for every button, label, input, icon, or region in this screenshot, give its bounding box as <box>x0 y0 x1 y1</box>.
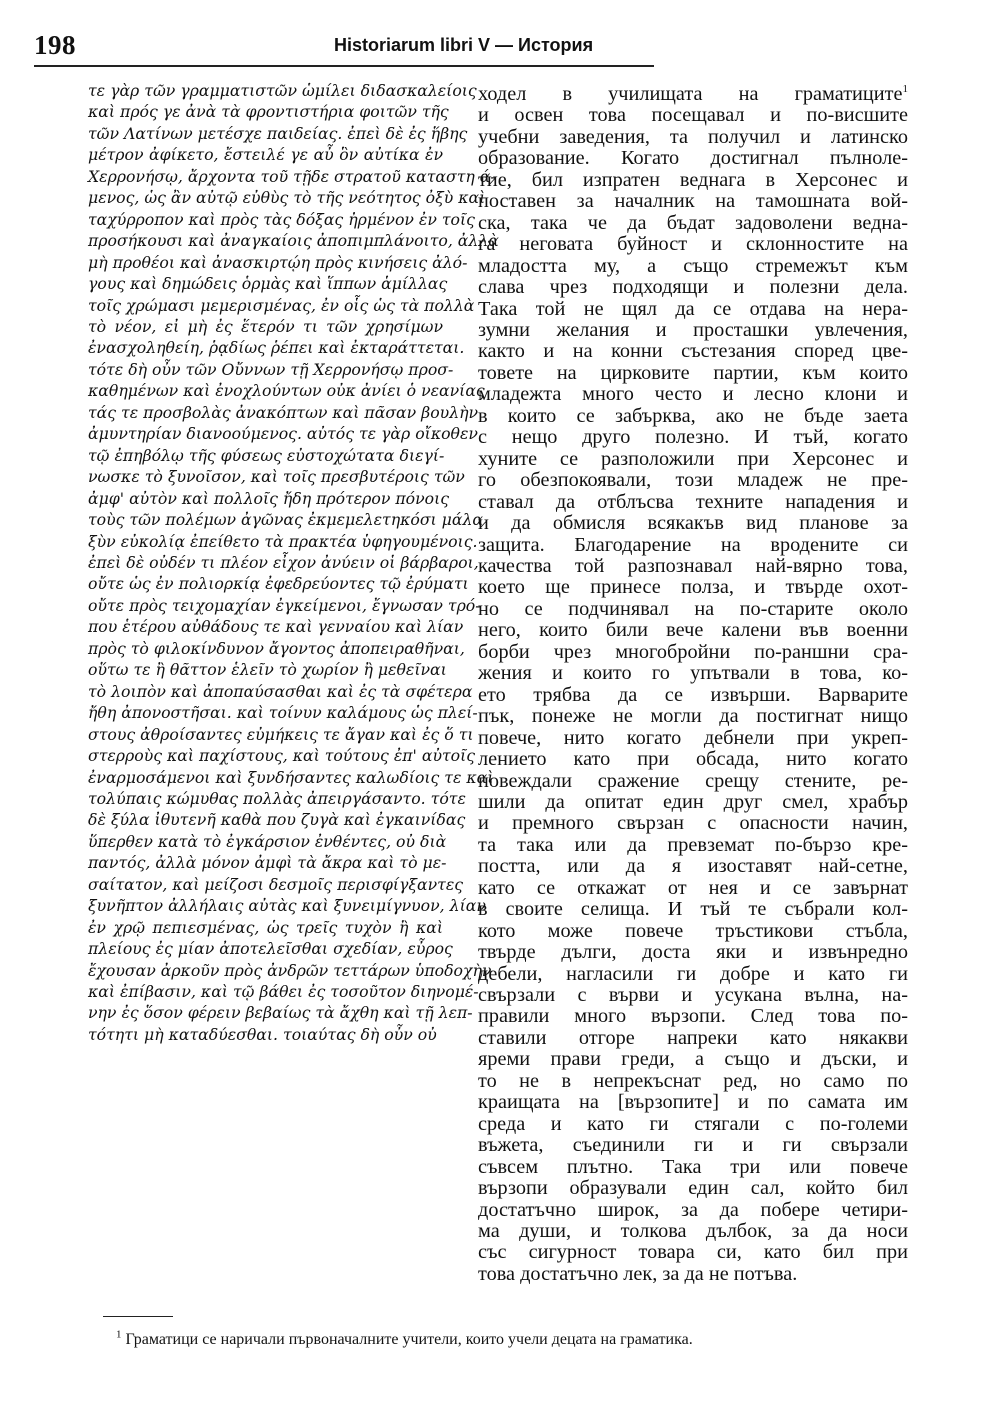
greek-text-line: Χερρονήσῳ, ἄρχοντα τοῦ τῇδε στρατοῦ καταστη ά- <box>88 166 496 186</box>
greek-text-line: νωσκε τὸ ξυνοῖσον, καὶ τοῖς πρεσβυτέροις τῶν <box>88 467 465 487</box>
bulgarian-text-line: както и на конни състезания според цве- <box>478 340 908 363</box>
greek-text-line: καὶ ἐπίβασιν, καὶ τῷ βάθει ἐς τοσοῦτον διηνομέ- <box>88 982 479 1002</box>
bulgarian-text-line: ставили отгоре напреки като някакви <box>478 1026 908 1049</box>
bulgarian-text-line: и премного свързан с опасности начин, <box>478 812 908 835</box>
bulgarian-text-line: но се подчинявал на по-старите около <box>478 597 908 620</box>
bulgarian-text-column <box>478 84 908 1285</box>
greek-text-line: πλείους ἐς μίαν ἀποτελεῖσθαι σχεδίαν, εὖρος <box>88 939 453 959</box>
greek-text-line: τάς τε προσβολὰς ἀνακόπτων καὶ πᾶσαν βουλὴν <box>88 402 479 422</box>
bulgarian-text-line: тие, бил изпратен веднага в Херсонес и <box>478 168 908 191</box>
greek-text-line: καὶ πρός γε ἀνὰ τὰ φροντιστήρια φοιτῶν τῆς <box>88 102 449 122</box>
greek-text-line: ἐν χρῷ πεπιεσμένας, ὡς τρεῖς τυχὸν ἢ καὶ <box>88 917 443 937</box>
greek-text-line: μὴ προθέοι καὶ ἀνασκιρτῴη πρὸς κινήσεις ἀλό- <box>88 252 468 272</box>
greek-text-line: οὕτω τε ἢ θᾶττον ἑλεῖν τὸ χωρίον ἢ μεθεῖναι <box>88 660 447 680</box>
bulgarian-text-line: пък, понеже не могли да постигнат нищо <box>478 705 908 728</box>
greek-text-line: μενος, ὡς ἂν αὐτῷ εὐθὺς τὸ τῆς νεότητος ὀξὺ καὶ <box>88 188 486 208</box>
greek-text-line: ταχύρροπον καὶ πρὸς τὰς δόξας ἠρμένον ἐν τοῖς <box>88 209 475 229</box>
bulgarian-text-line: краищата на [вързопите] и по самата им <box>478 1091 908 1114</box>
greek-text-line: ἐνασχοληθείη, ῥᾳδίως ῥέπει καὶ ἐκταράττεται. <box>88 338 465 358</box>
greek-text-line: που ἑτέρου αὐθάδους τε καὶ γενναίου καὶ λίαν <box>88 617 464 637</box>
bulgarian-text-line: в които се забърква, ако не бъде заета <box>478 404 908 427</box>
page-header <box>34 28 924 64</box>
greek-text-line: τότε δὴ οὖν τῶν Οὔννων τῇ Χερρονήσῳ προσ- <box>88 359 454 379</box>
bulgarian-text-line: шили да опитат един друг смел, храбър <box>478 790 908 813</box>
bulgarian-text-line: качества той разпознавал най-вярно това, <box>478 554 908 577</box>
greek-text-line: τότητι μὴ καταδύεσθαι. τοιαύτας δὴ οὖν οὐ <box>88 1024 437 1044</box>
bulgarian-text-line: това достатъчно лек, за да не потъва. <box>478 1262 798 1285</box>
greek-text-line: οὔτε ὡς ἐν πολιορκίᾳ ἐφεδρεύοντες τῷ ἐρύματι <box>88 574 469 594</box>
bulgarian-text-line: което ще принесе полза, и твърде охот- <box>478 576 908 599</box>
bulgarian-text-line: яреми прави греди, а също и дъски, и <box>478 1048 908 1071</box>
bulgarian-text-line: товете на цирковите партии, към които <box>478 361 908 384</box>
bulgarian-text-line: га неговата буйност и склонностите на <box>478 233 908 256</box>
bulgarian-text-line: достатъчно широк, за да побере четири- <box>478 1198 908 1221</box>
greek-text-line: τολύπαις κώμυθας πολλὰς ἀπειργάσαντο. τότε <box>88 788 466 808</box>
footnote-rule <box>103 1316 173 1317</box>
greek-text-line: τῶν Λατίνων μετέσχε παιδείας. ἐπεὶ δὲ ἐς ἥβης <box>88 123 468 143</box>
greek-text-line: τοὺς τῶν πολέμων ἀγῶνας ἐκμεμελετηκόσι μάλα <box>88 510 483 530</box>
greek-text-line: δὲ ξύλα ἰθυτενῆ καθὰ που ζυγὰ καὶ ἐγκαινίδας <box>88 810 466 830</box>
bulgarian-text-line: среда и като ги стягали с по-големи <box>478 1112 908 1135</box>
greek-text-line: ἐπεὶ δὲ οὐδέν τι πλέον εἶχον ἀνύειν οἱ βάρβαροι, <box>88 552 479 572</box>
greek-text-line: ἐναρμοσάμενοι καὶ ξυνδήσαντες καλωδίοις τε καὶ <box>88 767 494 787</box>
bulgarian-text-line: лението като при обсада, нито когато <box>478 748 908 771</box>
bulgarian-text-line: поставен за началник на тамошната вой- <box>478 190 908 213</box>
bulgarian-text-line: твърде дълги, доста яки и извънредно <box>478 941 908 964</box>
greek-text-line: ἀμυντηρίαν διανοούμενος. αὐτός τε γὰρ οἴκοθεν <box>88 424 478 444</box>
greek-text-line: πρὸς τὸ φιλοκίνδυνον ἄγοντος ἀποπειραθῆναι, <box>88 638 465 658</box>
greek-text-line: ξυνῆπτον ἀλλήλαις αὐτὰς καὶ ξυνειμίγνυον, λίαν <box>88 896 486 916</box>
footnote-marker: 1 <box>116 1328 122 1341</box>
header-rule <box>34 65 654 67</box>
greek-text-line: καθημένων καὶ ἐνοχλούντων οὐκ ἀνίει ὁ νεανίας <box>88 381 485 401</box>
greek-text-line: τῷ ἐπηβόλῳ τῆς φύσεως εὐστοχώτατα διεγί- <box>88 445 445 465</box>
greek-text-line: μέτρον ἀφίκετο, ἔστειλέ γε αὖ ὃν αὐτίκα ἐν <box>88 145 443 165</box>
bulgarian-text-line: зумни желания и просташки увлечения, <box>478 318 908 341</box>
bulgarian-text-line: свързали с върви и усукана вълна, на- <box>478 984 908 1007</box>
greek-text-line: παντός, ἀλλὰ μόνον ἀμφὶ τὰ ἄκρα καὶ τὸ με- <box>88 853 447 873</box>
bulgarian-text-line: повеждали сражение срещу стените, ре- <box>478 769 908 792</box>
bulgarian-text-line: Така той не щял да се отдава на нера- <box>478 297 908 320</box>
text-line-content: ходел в училищата на граматиците <box>478 83 903 105</box>
bulgarian-text-line: въжета, съединили ги и ги свързали <box>478 1134 908 1157</box>
footnote <box>116 1328 916 1349</box>
greek-text-line: στους ἀθροίσαντες εὐμήκεις τε ἄγαν καὶ ἐς ὅ τι <box>88 724 474 744</box>
bulgarian-text-line: младостта му, а също стремежът към <box>478 254 908 277</box>
bulgarian-text-line: ска, така че да бъдат задоволени ведна- <box>478 211 908 234</box>
bulgarian-text-line: в своите селища. И тъй те събрали кол- <box>478 898 908 921</box>
greek-text-line: ἀμφ' αὐτὸν καὶ πολλοῖς ἤδη πρότερον πόνοις <box>88 488 450 508</box>
greek-text-line: τε γὰρ τῶν γραμματιστῶν ὡμίλει διδασκαλείοις <box>88 81 477 100</box>
bulgarian-text-line: постта, или да я изоставят най-сетне, <box>478 855 908 878</box>
bulgarian-text-line: ма души, и толкова дълбок, за да носи <box>478 1220 908 1243</box>
greek-text-line: ἤθη ἀπονοστῆσαι. καὶ τοίνυν καλάμους ὡς πλεί- <box>88 703 478 723</box>
greek-text-line: ἔχουσαν ἀρκοῦν πρὸς ἀνδρῶν τεττάρων ὑποδοχὴν <box>88 960 492 980</box>
bulgarian-text-line: защита. Благодарение на вродените си <box>478 533 908 556</box>
bulgarian-text-line: вързопи образували един сал, който бил <box>478 1177 908 1200</box>
greek-text-line: οὔτε πρὸς τειχομαχίαν ἐγκείμενοι, ἔγνωσαν τρό- <box>88 595 481 615</box>
bulgarian-text-line: и да обмисля всякакъв вид планове за <box>478 512 908 535</box>
bulgarian-text-line: повече, нито когато дебнели при укреп- <box>478 726 908 749</box>
greek-text-line: ξὺν εὐκολίᾳ ἐπείθετο τὰ πρακτέα ὑφηγουμένοις. <box>88 531 478 551</box>
bulgarian-text-line: борби чрез многобройни по-раншни сра- <box>478 640 908 663</box>
footnote-reference: 1 <box>902 83 908 96</box>
bulgarian-text-line: ставал да отблъсва техните нападения и <box>478 490 908 513</box>
greek-text-line: τὸ νέον, εἰ μὴ ἐς ἕτερόν τι τῶν χρησίμων <box>88 316 443 336</box>
greek-text-line: ὕπερθεν κατὰ τὸ ἐγκάρσιον ἐνθέντες, οὐ διὰ <box>88 831 447 851</box>
bulgarian-text-line: него, които били вече калени във военни <box>478 619 908 642</box>
greek-text-line: νην ἐς ὅσον φέρειν βεβαίως τὰ ἄχθη καὶ τῇ λεπ- <box>88 1003 473 1023</box>
bulgarian-text-line: учебни заведения, та получил и латинско <box>478 125 908 148</box>
bulgarian-text-line: го обезпокоявали, този младеж не пре- <box>478 469 908 492</box>
greek-text-line: γους καὶ δημώδεις ὁρμὰς καὶ ἵππων ἁμίλλας <box>88 274 448 294</box>
greek-text-line: σαίτατον, καὶ μείζοσι δεσμοῖς περισφίγξαντες <box>88 874 464 894</box>
bulgarian-text-line: със сигурност товара си, като бил при <box>478 1241 908 1264</box>
bulgarian-text-line: дебели, нагласили ги добре и като ги <box>478 962 908 985</box>
bulgarian-text-line: та така или да превземат по-бързо кре- <box>478 833 908 856</box>
bulgarian-text-line: то не в непрекъснат ред, но само по <box>478 1069 908 1092</box>
greek-text-line: τοῖς χρώμασι μεμερισμένας, ἐν οἷς ὡς τὰ πολλὰ <box>88 295 475 315</box>
bulgarian-text-line: образование. Когато достигнал пълноле- <box>478 147 908 170</box>
page-number: 198 <box>34 30 76 60</box>
bulgarian-text-line: и освен това посещавал и по-висшите <box>478 104 908 127</box>
footnote-text: Граматици се наричали първоначалните учители, които учели децата на граматика. <box>125 1331 693 1348</box>
bulgarian-text-line: правили много вързопи. След това по- <box>478 1005 908 1028</box>
bulgarian-text-line: младежта много често и лесно клони и <box>478 383 908 406</box>
greek-text-column <box>88 80 499 1045</box>
bulgarian-text-line: с нещо друго полезно. И тъй, когато <box>478 426 908 449</box>
bulgarian-text-line <box>478 84 908 105</box>
bulgarian-text-line: слава чрез подходящи и полезни дела. <box>478 276 908 299</box>
bulgarian-text-line: като се откажат от нея и се завърнат <box>478 876 908 899</box>
greek-text-line: στερροὺς καὶ παχίστους, καὶ τούτους ἐπ' αὐτοῖς <box>88 746 476 766</box>
bulgarian-text-line: ето трябва да се извърши. Варварите <box>478 683 908 706</box>
bulgarian-text-line: жения и които го упътвали в това, ко- <box>478 662 908 685</box>
bulgarian-text-line: съвсем плътно. Така три или повече <box>478 1155 908 1178</box>
greek-text-line: προσήκουσι καὶ ἀναγκαίοις ἀποπιμπλάνοιτο, ἀλλὰ <box>88 231 499 251</box>
bulgarian-text-line: кото може повече тръстикови стъбла, <box>478 919 908 942</box>
running-title: Historiarum libri V — История <box>334 35 594 55</box>
greek-text-line: τὸ λοιπὸν καὶ ἀποπαύσασθαι καὶ ἐς τὰ σφέτερα <box>88 681 473 701</box>
bulgarian-text-line: хуните се разположили при Херсонес и <box>478 447 908 470</box>
